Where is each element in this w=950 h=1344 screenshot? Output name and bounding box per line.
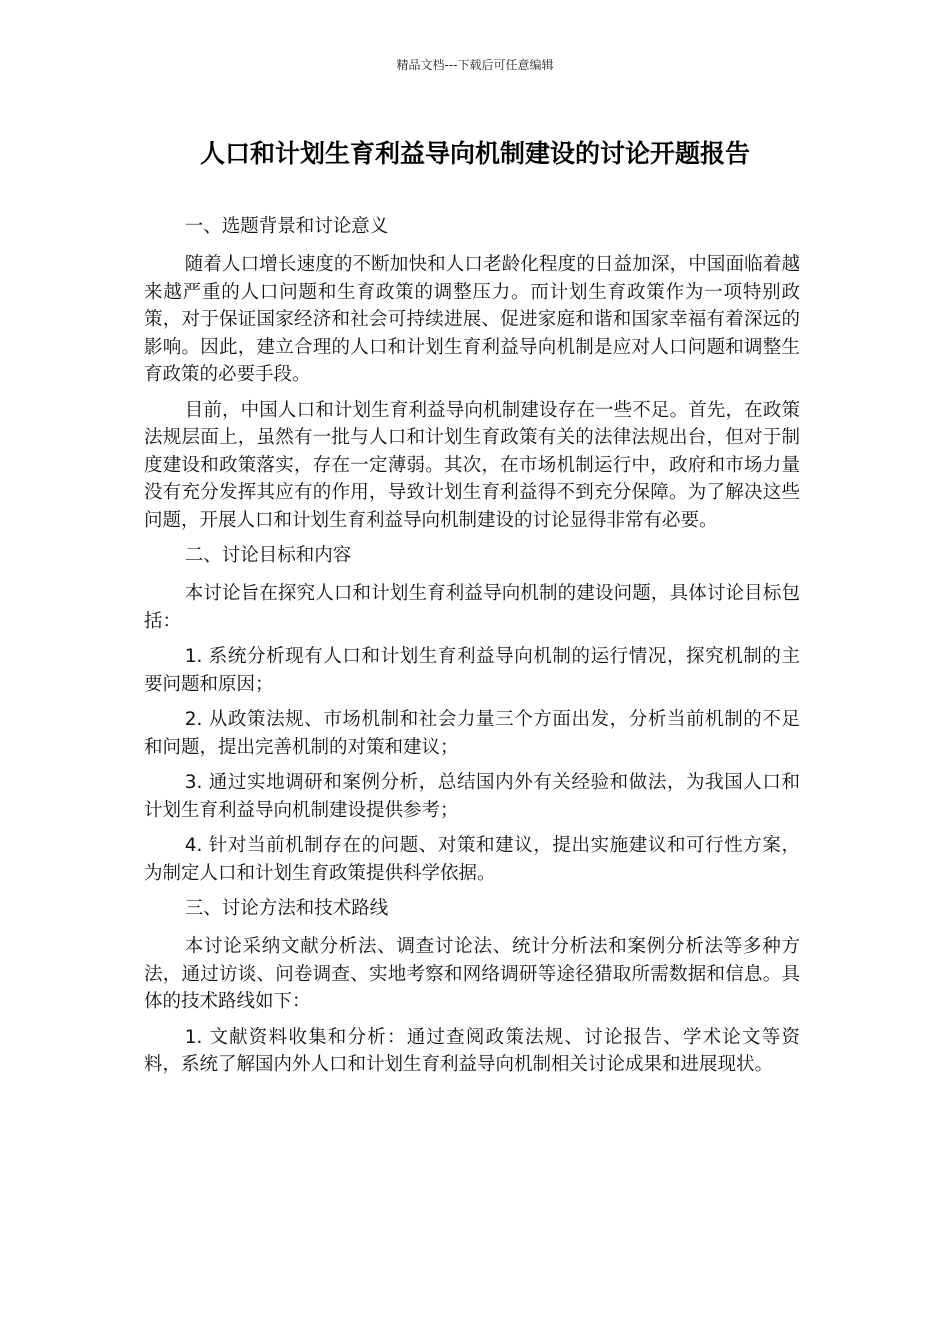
list-item: 1. 系统分析现有人口和计划生育利益导向机制的运行情况，探究机制的主要问题和原因； <box>144 646 800 695</box>
section-heading-1: 一、选题背景和讨论意义 <box>184 216 389 237</box>
list-item: 3. 通过实地调研和案例分析，总结国内外有关经验和做法，为我国人口和计划生育利益导向机制建设提供参考； <box>144 772 800 821</box>
document-title: 人口和计划生育利益导向机制建设的讨论开题报告 <box>199 139 750 168</box>
list-item: 1. 文献资料收集和分析：通过查阅政策法规、讨论报告、学术论文等资料，系统了解国内外人口和计划生育利益导向机制相关讨论成果和进展现状。 <box>144 1026 800 1075</box>
section-heading-3: 三、讨论方法和技术路线 <box>184 898 389 919</box>
document-body <box>144 213 800 1087</box>
body-paragraph: 目前，中国人口和计划生育利益导向机制建设存在一些不足。首先，在政策法规层面上，虽然有一批与人口和计划生育政策有关的法律法规出台，但对于制度建设和政策落实，存在一定薄弱。其次，在市场机制运行中，政府和市场力量没有充分发挥其应有的作用，导致计划生育利益得不到充分保障。为了解决这些问题，开展人口和计划生育利益导向机制建设的讨论显得非常有必要。 <box>144 399 800 531</box>
section-heading-2: 二、讨论目标和内容 <box>184 545 352 566</box>
body-paragraph: 本讨论采纳文献分析法、调查讨论法、统计分析法和案例分析法等多种方法，通过访谈、问卷调查、实地考察和网络调研等途径猎取所需数据和信息。具体的技术路线如下： <box>144 936 800 1012</box>
body-paragraph: 随着人口增长速度的不断加快和人口老龄化程度的日益加深，中国面临着越来越严重的人口问题和生育政策的调整压力。而计划生育政策作为一项特别政策，对于保证国家经济和社会可持续进展、促进家庭和谐和国家幸福有着深远的影响。因此，建立合理的人口和计划生育利益导向机制是应对人口问题和调整生育政策的必要手段。 <box>144 254 800 385</box>
list-item: 4. 针对当前机制存在的问题、对策和建议，提出实施建议和可行性方案，为制定人口和计划生育政策提供科学依据。 <box>144 835 800 884</box>
list-item: 2. 从政策法规、市场机制和社会力量三个方面出发，分析当前机制的不足和问题，提出完善机制的对策和建议； <box>144 709 800 758</box>
page-header-note: 精品文档---下载后可任意编辑 <box>396 58 554 72</box>
body-paragraph: 本讨论旨在探究人口和计划生育利益导向机制的建设问题，具体讨论目标包括： <box>144 583 800 632</box>
